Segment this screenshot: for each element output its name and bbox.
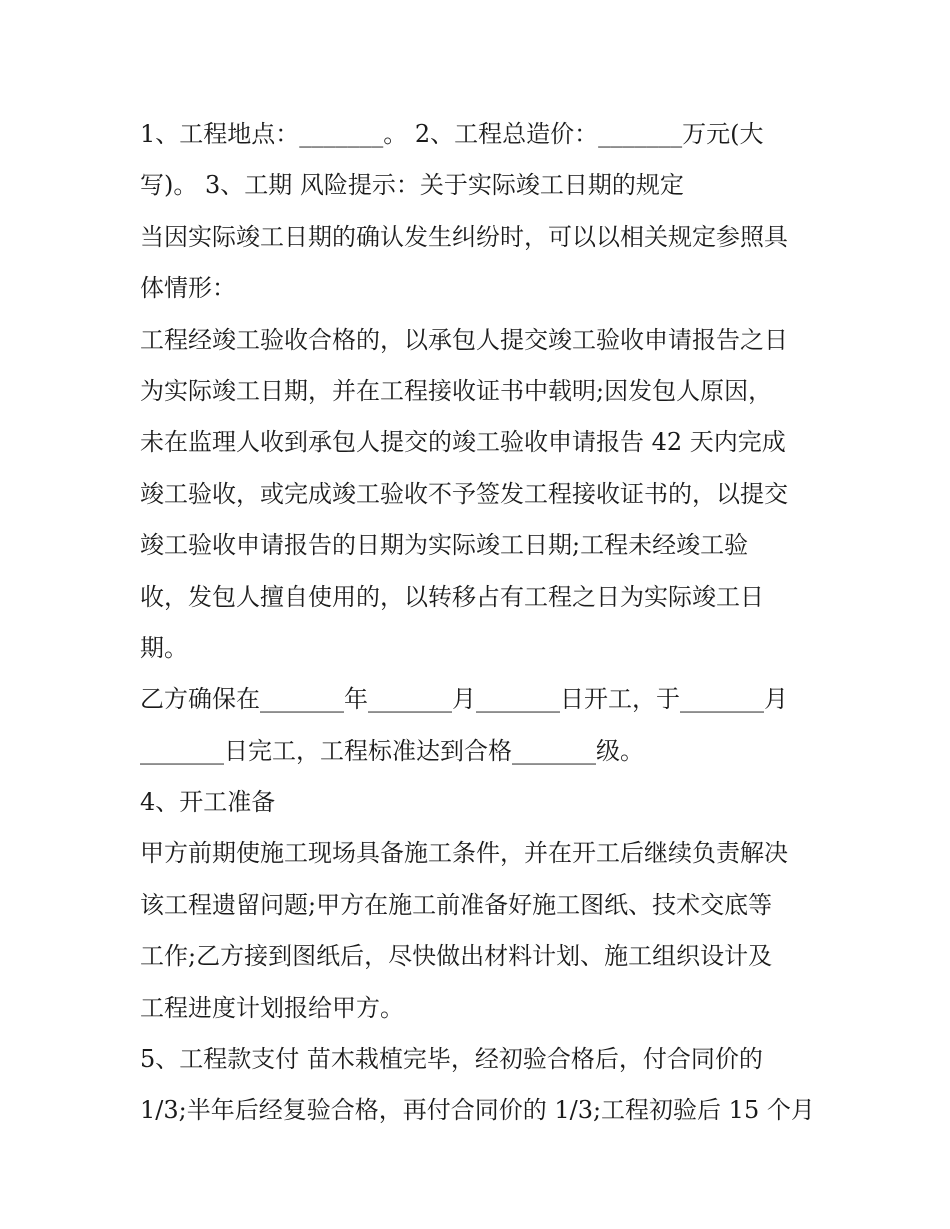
section-heading: 4、开工准备 — [140, 788, 276, 817]
text-line: 工程进度计划报给甲方。 — [140, 993, 404, 1022]
text-line: 工作;乙方接到图纸后，尽快做出材料计划、施工组织设计及 — [140, 942, 773, 971]
text-line: 工程经竣工验收合格的，以承包人提交竣工验收申请报告之日 — [140, 325, 788, 354]
text-line: 未在监理人收到承包人提交的竣工验收申请报告 42 天内完成 — [140, 428, 786, 457]
text-line: 体情形： — [140, 274, 236, 303]
text-line: 竣工验收，或完成竣工验收不予签发工程接收证书的，以提交 — [140, 479, 788, 508]
text-line: 5、工程款支付 苗木栽植完毕，经初验合格后，付合同价的 — [140, 1045, 763, 1074]
text-line: 该工程遗留问题;甲方在施工前准备好施工图纸、技术交底等 — [140, 890, 773, 919]
text-line: _______日完工，工程标准达到合格_______级。 — [140, 736, 644, 765]
text-line: 写)。 3、工期 风险提示：关于实际竣工日期的规定 — [140, 171, 684, 200]
text-line: 为实际竣工日期，并在工程接收证书中载明;因发包人原因， — [140, 376, 773, 405]
text-line: 当因实际竣工日期的确认发生纠纷时，可以以相关规定参照具 — [140, 222, 788, 251]
text-line: 1/3;半年后经复验合格，再付合同价的 1/3;工程初验后 15 个月 — [140, 1096, 815, 1125]
text-line: 乙方确保在_______年_______月_______日开工，于_______月 — [140, 685, 788, 714]
text-line: 期。 — [140, 633, 188, 662]
contract-text-body — [140, 109, 820, 1137]
text-line: 竣工验收申请报告的日期为实际竣工日期;工程未经竣工验 — [140, 531, 749, 560]
text-line: 1、工程地点：_______。 2、工程总造价：_______万元(大 — [140, 120, 764, 148]
text-line: 甲方前期使施工现场具备施工条件，并在开工后继续负责解决 — [140, 839, 788, 868]
text-line: 收，发包人擅自使用的，以转移占有工程之日为实际竣工日 — [140, 582, 764, 611]
